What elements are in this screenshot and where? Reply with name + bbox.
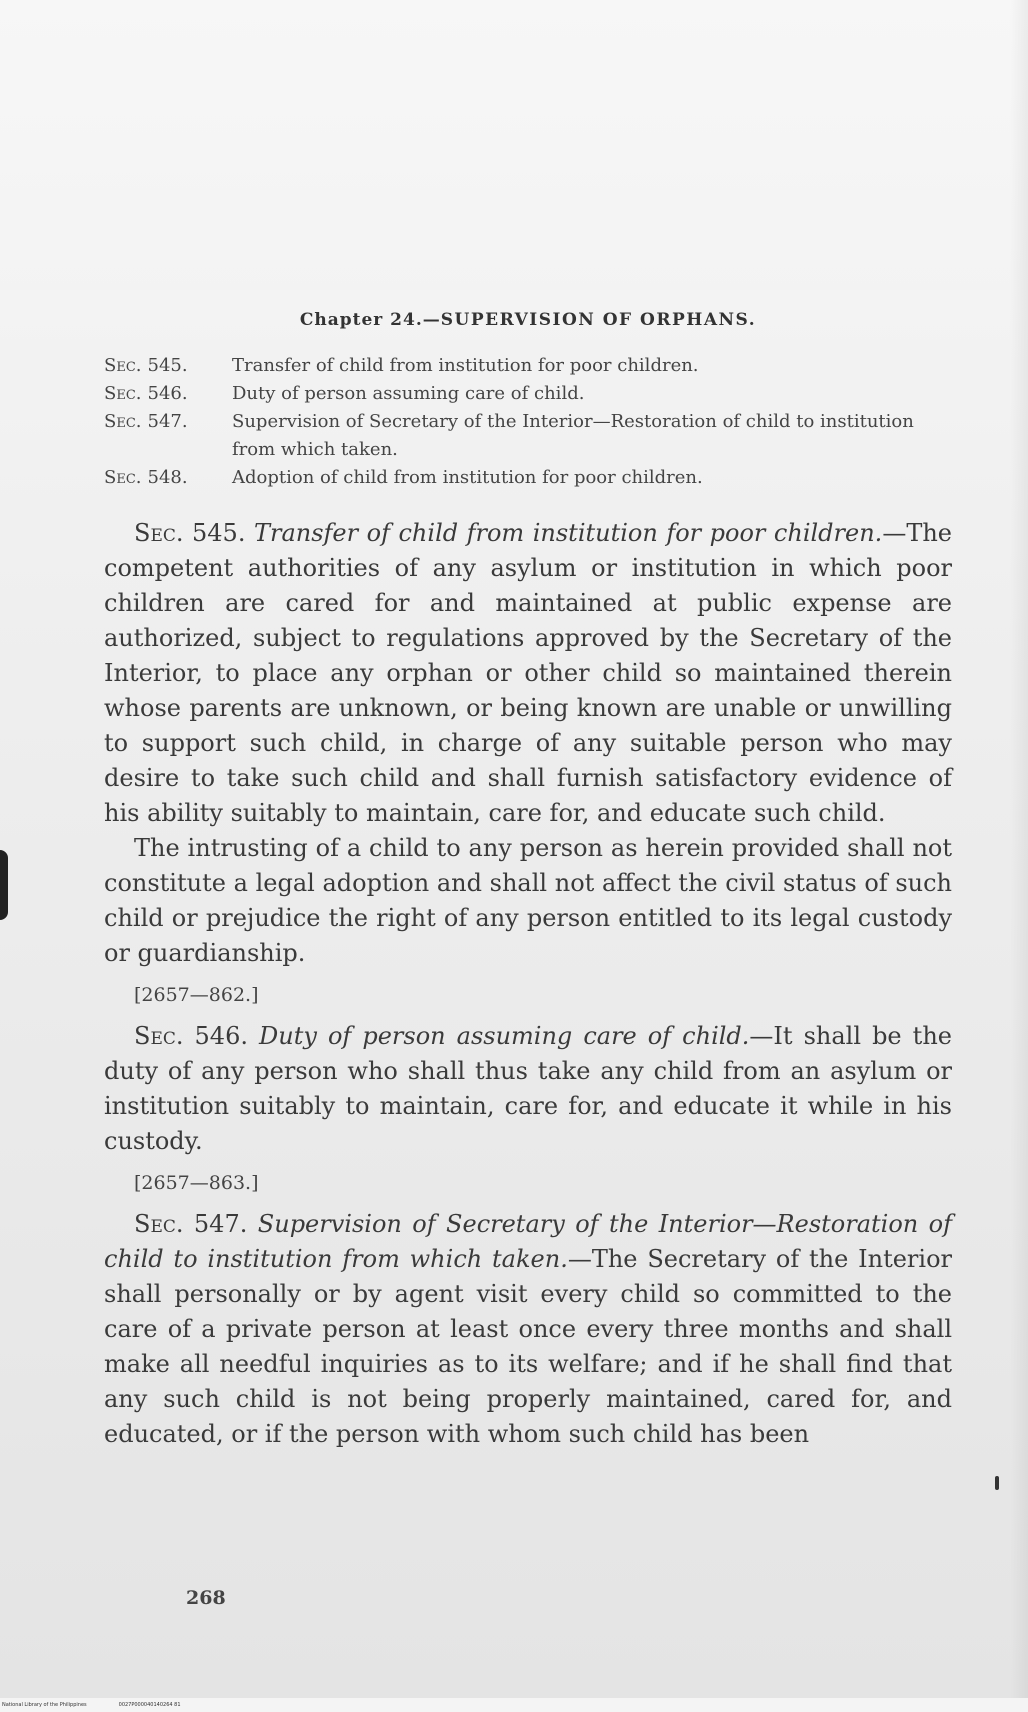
toc-entry [104, 380, 952, 408]
section-catchline: Duty of person assuming care of child. [259, 1022, 750, 1050]
toc-sec-number: 548. [147, 467, 188, 488]
toc-sec-abbrev: Sec. [104, 411, 142, 432]
chapter-separator: — [422, 310, 441, 330]
toc-sec-abbrev: Sec. [104, 467, 142, 488]
section-text: —The Secretary of the Interior shall personally or by agent visit every child so committed to the care of a private person at least once every three months and shall make all needful inquiries as to its welfare; and if he shall find that any such child is not being properly maintained, cared for, and educated, or if the person with whom such child has been [104, 1245, 953, 1448]
toc-entry-title: Transfer of child from institution for poor children. [232, 355, 699, 376]
toc-entry-label [104, 464, 232, 492]
footer-library: National Library of the Philippines [2, 1702, 87, 1708]
toc-sec-abbrev: Sec. [104, 383, 142, 404]
section-number: Sec. 546. [134, 1022, 248, 1050]
footer-id: 0027P000040140264 81 [118, 1702, 181, 1708]
statute-body [104, 516, 952, 1452]
toc-sec-number: 547. [147, 411, 188, 432]
toc-entry-label [104, 408, 232, 464]
page-content [104, 310, 952, 1452]
toc-sec-abbrev: Sec. [104, 355, 142, 376]
page-edge-shadow [1010, 0, 1028, 1712]
scan-footer [0, 1698, 1028, 1712]
toc-entry-label [104, 352, 232, 380]
section-547-paragraph [104, 1207, 952, 1452]
section-text: —It shall be the duty of any person who shall thus take any child from an asylum or institution suitably to maintain, care for, and educate it while in his custody. [104, 1022, 952, 1155]
section-546-paragraph [104, 1019, 952, 1159]
section-text: —The competent authorities of any asylum or institution in which poor children are cared for and maintained at public expense are authorized, subject to regulations approved by the Secretary of the Interior, to place any orphan or other child so maintained therein whose parents are unknown, or being known are unable or unwilling to support such child, in charge of any suitable person who may desire to take such child and shall furnish satisfactory evidence of his ability suitably to maintain, care for, and educate such child. [104, 519, 952, 827]
section-contents-list [104, 352, 952, 492]
chapter-number: Chapter 24. [299, 310, 423, 330]
section-catchline: Transfer of child from institution for poor children. [253, 519, 883, 547]
ink-speck [995, 1476, 999, 1490]
toc-entry [104, 408, 952, 464]
section-545-paragraph-2: The intrusting of a child to any person as herein provided shall not constitute a legal adoption and shall not affect the civil status of such child or prejudice the right of any person entitled to its legal custody or guardianship. [104, 834, 952, 967]
toc-entry [104, 352, 952, 380]
page-number: 268 [186, 1587, 226, 1609]
toc-entry-title: Supervision of Secretary of the Interior—Restoration of child to institution from which taken. [232, 411, 914, 460]
section-number: Sec. 547. [134, 1210, 248, 1238]
toc-entry-title: Adoption of child from institution for poor children. [232, 467, 703, 488]
source-citation: [2657—862.] [134, 984, 259, 1006]
chapter-heading [104, 310, 952, 330]
chapter-title: SUPERVISION OF ORPHANS. [440, 310, 757, 330]
section-number: Sec. 545. [134, 519, 246, 547]
section-catchline: Supervision of Secretary of the Interior—Restoration of child to institution from which taken. [104, 1210, 953, 1273]
toc-sec-number: 546. [147, 383, 188, 404]
section-545-paragraph [104, 516, 952, 831]
binding-clip [0, 850, 8, 920]
toc-entry-label [104, 380, 232, 408]
toc-entry [104, 464, 952, 492]
source-citation: [2657—863.] [134, 1172, 259, 1194]
toc-entry-title: Duty of person assuming care of child. [232, 383, 585, 404]
toc-sec-number: 545. [147, 355, 188, 376]
